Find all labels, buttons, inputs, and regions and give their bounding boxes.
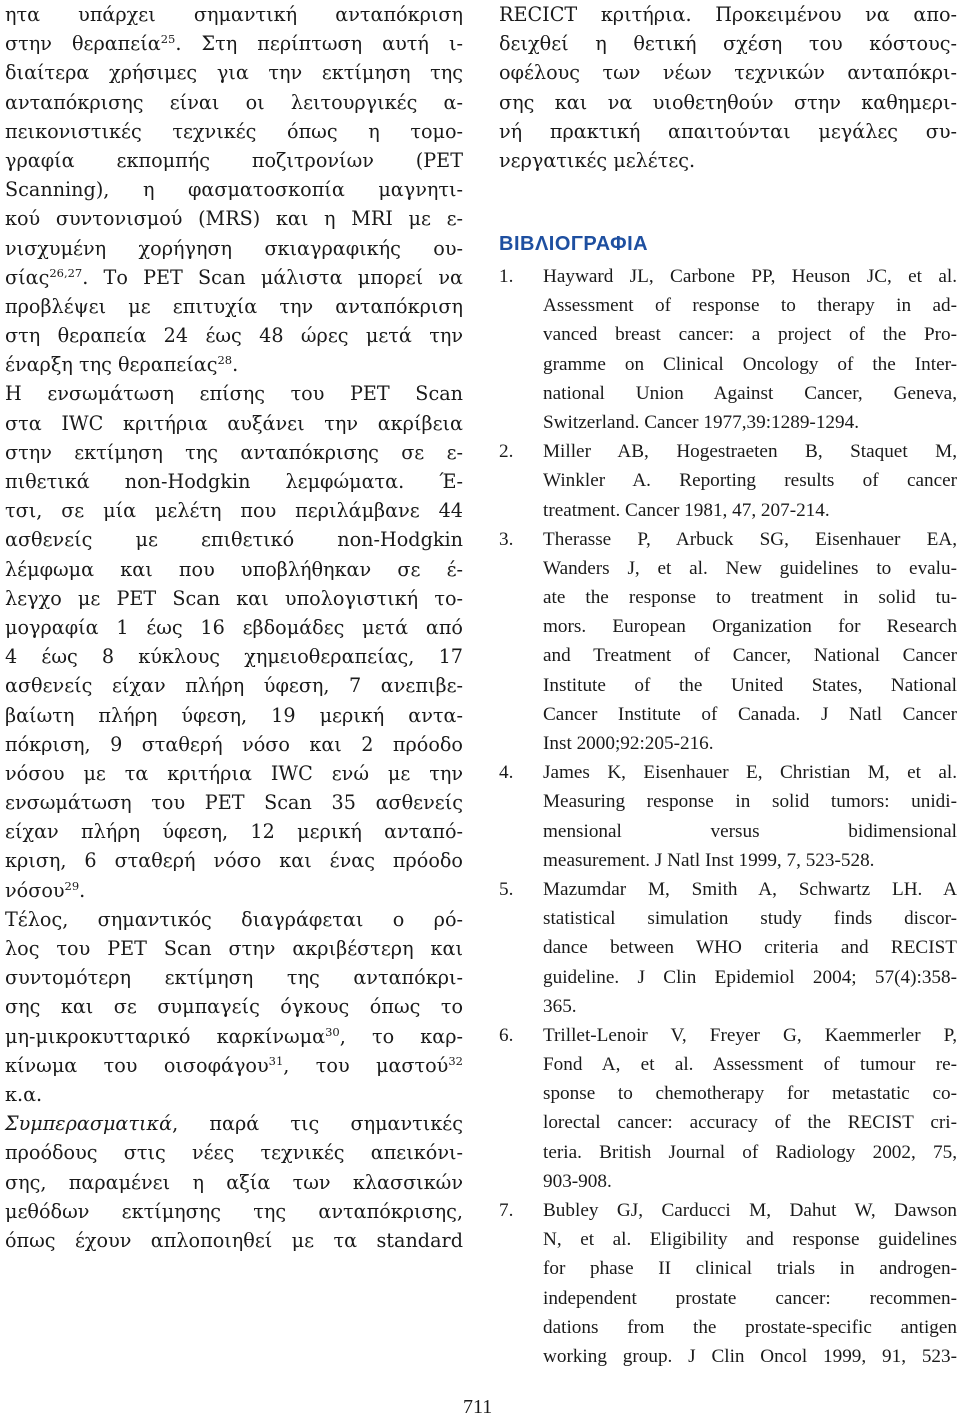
reference-line: Therasse P, Arbuck SG, Eisenhauer EA, [543,528,957,550]
reference-line: and Treatment of Cancer, National Cancer [543,645,957,667]
text-line: RECICT κριτήρια. Προκειμένου να απο- [499,3,957,26]
right-column-text [499,0,957,175]
text-line: σης και να υιοθετηθούν στην καθημερι- [499,90,957,114]
reference-number: 2. [499,441,514,463]
reference-item [499,1021,957,1196]
text-line: Τέλος, σημαντικός διαγράφεται ο ρό- [5,907,463,931]
text-line: ασθενείς είχαν πλήρη ύφεση, 7 ανεπιβε- [5,674,463,698]
page-number: 711 [463,1396,493,1418]
reference-line: Inst 2000;92:205-216. [543,733,714,754]
reference-line: Winkler A. Reporting results of cancer [543,470,957,492]
reference-line: for phase II clinical trials in androgen- [543,1258,957,1280]
text-line: ανταπόκρισης είναι οι λειτουργικές α- [5,90,463,114]
text-line: τσι, σε μία μελέτη που περιλάμβανε 44 [5,499,463,523]
references-list [499,262,957,1371]
left-column [5,0,463,1255]
text-line: στην θεραπεία$^{25}$. Στη περίπτωση αυτή ι- [5,32,464,56]
text-line: 4 έως 8 κύκλους χημειοθεραπείας, 17 [5,645,463,669]
text-line: όπως έχουν απλοποιηθεί με τα standard [5,1228,463,1252]
reference-line: guideline. J Clin Epidemiol 2004; 57(4):358- [543,966,957,988]
reference-line: lorectal cancer: accuracy of the RECIST cri- [543,1112,957,1134]
text-line: βαίωτη πλήρη ύφεση, 19 μερική αντα- [5,703,463,727]
text-line: συντομότερη εκτίμηση της ανταπόκρι- [5,966,463,990]
text-line: κού συντονισμού (MRS) και η MRI με ε- [5,207,463,231]
text-line: πιθετικά non-Hodgkin λεμφώματα. Έ- [5,470,463,493]
text-line: μογραφία 1 έως 16 εβδομάδες μετά από [5,615,463,639]
text-line: προβλέψει με επιτυχία την ανταπόκριση [5,294,463,318]
reference-line: mors. European Organization for Research [543,616,957,638]
text-line: ητα υπάρχει σημαντική ανταπόκριση [5,3,463,26]
reference-item [499,1196,957,1371]
text-line: νεργατικές μελέτες. [499,148,696,172]
text-line: πόκριση, 9 σταθερή νόσο και 2 πρόοδο [5,732,463,756]
reference-line: Mazumdar M, Smith A, Schwartz LH. A [543,878,957,900]
reference-line: statistical simulation study finds discor- [543,908,957,930]
reference-line: Cancer Institute of Canada. J Natl Cancer [543,703,957,725]
text-line: έναρξη της θεραπείας$^{28}$. [5,353,239,377]
text-line: στην εκτίμηση της ανταπόκρισης σε ε- [5,440,463,464]
right-column [499,0,957,1367]
reference-line: 903-908. [543,1170,612,1192]
reference-item [499,525,957,759]
reference-item [499,437,957,525]
reference-line: Measuring response in solid tumors: unidi- [543,791,957,813]
text-line: σίας$^{26,27}$. Το PET Scan μάλιστα μπορεί να [5,265,463,289]
reference-number: 7. [499,1200,514,1221]
text-line: κ.α. [5,1082,43,1106]
text-line: είχαν πλήρη ύφεση, 12 μερική ανταπό- [5,820,463,844]
reference-line: Wanders J, et al. New guidelines to evalu- [543,557,957,579]
reference-line: national Union Against Cancer, Geneva, [543,382,957,404]
reference-line: Miller AB, Hogestraeten B, Staquet M, [543,441,957,463]
text-line: Η ενσωμάτωση επίσης του PET Scan [5,382,463,406]
text-line: λέμφωμα και που υποβλήθηκαν σε έ- [5,557,463,581]
text-line: νισχυμένη χορήγηση σκιαγραφικής ου- [5,236,463,260]
reference-number: 5. [499,878,514,900]
text-line: οφέλους των νέων τεχνικών ανταπόκρι- [499,61,957,85]
reference-line: vanced breast cancer: a project of the Pro- [543,324,957,346]
reference-item [499,875,957,1021]
text-line: μεθόδων εκτίμησης της ανταπόκρισης, [5,1199,463,1223]
reference-number: 6. [499,1024,514,1046]
text-line: ασθενείς με επιθετικό non-Hodgkin [5,528,463,552]
reference-line: Bubley GJ, Carducci M, Dahut W, Dawson [543,1200,957,1221]
reference-line: Hayward JL, Carbone PP, Heuson JC, et al. [543,266,957,287]
reference-line: James K, Eisenhauer E, Christian M, et al. [543,762,957,784]
text-line: δειχθεί η θετική σχέση του κόστους- [499,32,957,56]
reference-line: Trillet-Lenoir V, Freyer G, Kaemmerler P, [543,1024,957,1046]
text-line: στη θεραπεία 24 έως 48 ώρες μετά την [5,324,463,348]
reference-number: 1. [499,266,514,287]
reference-item [499,262,957,437]
text-line: Scanning), η φασματοσκοπία μαγνητι- [5,178,463,202]
text-line: σης, παραμένει η αξία των κλασσικών [5,1170,463,1194]
text-line: νόσου$^{29}$. [5,878,86,902]
reference-line: sponse to chemotherapy for metastatic co- [543,1083,957,1105]
reference-line: ate the response to treatment in solid tu- [543,587,957,609]
text-line: νόσου με τα κριτήρια IWC ενώ με την [5,761,463,785]
text-line: κίνωμα του οισοφάγου$^{31}$, του μαστού$^{32}$ [5,1053,463,1077]
text-line: νή πρακτική απαιτούνται μεγάλες συ- [499,119,957,143]
reference-line: gramme on Clinical Oncology of the Inter- [543,353,957,375]
references-heading: ΒΙΒΛΙΟΓΡΑΦΙΑ [499,233,649,255]
reference-number: 3. [499,528,514,550]
reference-line: measurement. J Natl Inst 1999, 7, 523-528. [543,849,875,871]
reference-line: dations from the prostate-specific antigen [543,1316,957,1338]
text-line: στα IWC κριτήρια αυξάνει την ακρίβεια [5,411,463,435]
reference-item [499,758,957,875]
text-line: προόδους στις νέες τεχνικές απεικόνι- [5,1141,463,1165]
text-line: Συμπερασματικά, παρά τις σημαντικές [5,1112,463,1136]
reference-line: N, et al. Eligibility and response guidelines [543,1229,957,1251]
text-line: ενσωμάτωση του PET Scan 35 ασθενείς [5,791,463,815]
reference-line: teria. British Journal of Radiology 2002, 75, [543,1141,957,1163]
reference-line: dance between WHO criteria and RECIST [543,937,957,959]
reference-line: Institute of the United States, National [543,674,957,696]
text-line: λεγχο με PET Scan και υπολογιστική το- [5,586,463,610]
text-line: γραφία εκπομπής ποζιτρονίων (PET [5,148,463,172]
text-line: μη-μικροκυτταρικό καρκίνωμα$^{30}$, το καρ- [5,1024,463,1048]
reference-line: treatment. Cancer 1981, 47, 207-214. [543,499,830,521]
reference-line: Switzerland. Cancer 1977,39:1289-1294. [543,411,859,433]
reference-number: 4. [499,762,514,784]
reference-line: mensional versus bidimensional [543,820,957,842]
text-line: σης και σε συμπαγείς όγκους όπως το [5,995,463,1019]
text-line: κριση, 6 σταθερή νόσο και ένας πρόοδο [5,849,463,873]
reference-line: working group. J Clin Oncol 1999, 91, 523- [543,1345,957,1367]
reference-line: Assessment of response to therapy in ad- [543,295,957,317]
text-line: πεικονιστικές τεχνικές όπως η τομο- [5,119,463,143]
text-line: λος του PET Scan στην ακριβέστερη και [5,937,463,960]
text-line: διαίτερα χρήσιμες για την εκτίμηση της [5,61,463,85]
reference-line: 365. [543,995,577,1017]
reference-line: independent prostate cancer: recommen- [543,1287,957,1309]
reference-line: Fond A, et al. Assessment of tumour re- [543,1054,957,1076]
